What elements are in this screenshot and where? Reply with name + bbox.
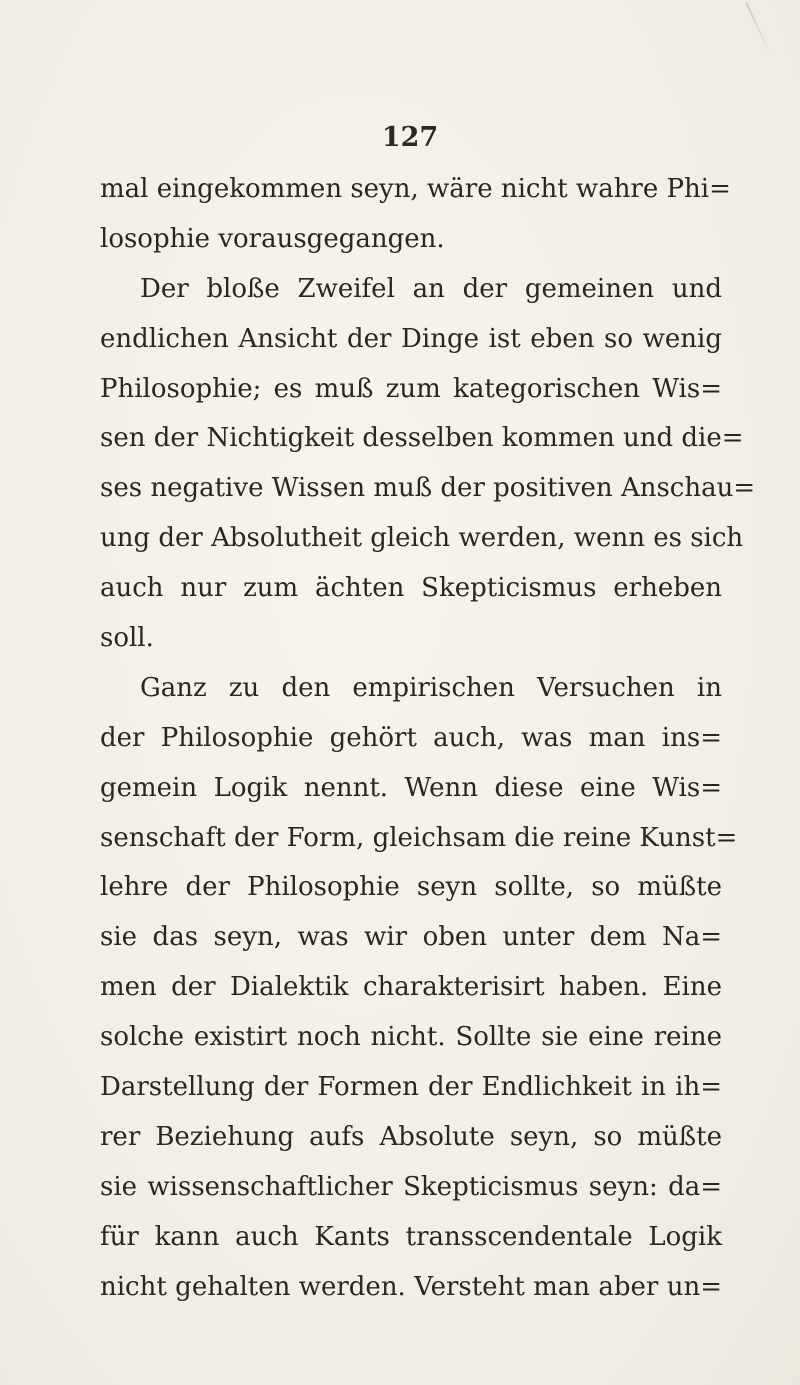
body-text	[100, 165, 756, 1312]
text-line: nicht gehalten werden. Versteht man aber un=	[100, 1271, 722, 1302]
text-line: auch nur zum ächten Skepticismus erheben	[100, 573, 722, 604]
text-line: Der bloße Zweifel an der gemeinen und	[140, 273, 722, 304]
text-line: sie wissenschaftlicher Skepticismus seyn: da=	[100, 1171, 722, 1202]
text-line: lehre der Philosophie seyn sollte, so müßte	[100, 872, 722, 903]
text-line: mal eingekommen seyn, wäre nicht wahre Phi=	[100, 174, 731, 204]
text-line: der Philosophie gehört auch, was man ins=	[100, 722, 722, 753]
text-line: endlichen Ansicht der Dinge ist eben so wenig	[100, 323, 722, 354]
text-line: Ganz zu den empirischen Versuchen in	[140, 672, 722, 703]
text-line: losophie vorausgegangen.	[100, 223, 445, 254]
text-line: sie das seyn, was wir oben unter dem Na=	[100, 922, 722, 953]
text-line: Philosophie; es muß zum kategorischen Wis=	[100, 373, 722, 404]
text-line: gemein Logik nennt. Wenn diese eine Wis=	[100, 772, 722, 803]
text-line: men der Dialektik charakterisirt haben. Eine	[100, 972, 722, 1003]
page-number: 127	[381, 122, 439, 153]
text-line: ung der Absolutheit gleich werden, wenn es sich	[100, 523, 744, 554]
text-line: soll.	[100, 623, 154, 654]
page-fold-mark	[745, 2, 772, 57]
text-line: Darstellung der Formen der Endlichkeit in ih=	[100, 1072, 722, 1103]
text-line: solche existirt noch nicht. Sollte sie eine reine	[100, 1022, 722, 1053]
text-line: rer Beziehung aufs Absolute seyn, so müßte	[100, 1121, 722, 1152]
text-line: sen der Nichtigkeit desselben kommen und die=	[100, 423, 744, 454]
text-line: für kann auch Kants transscendentale Logik	[100, 1221, 722, 1252]
text-line: ses negative Wissen muß der positiven Anschau=	[100, 473, 756, 504]
text-line: senschaft der Form, gleichsam die reine Kunst=	[100, 822, 738, 853]
